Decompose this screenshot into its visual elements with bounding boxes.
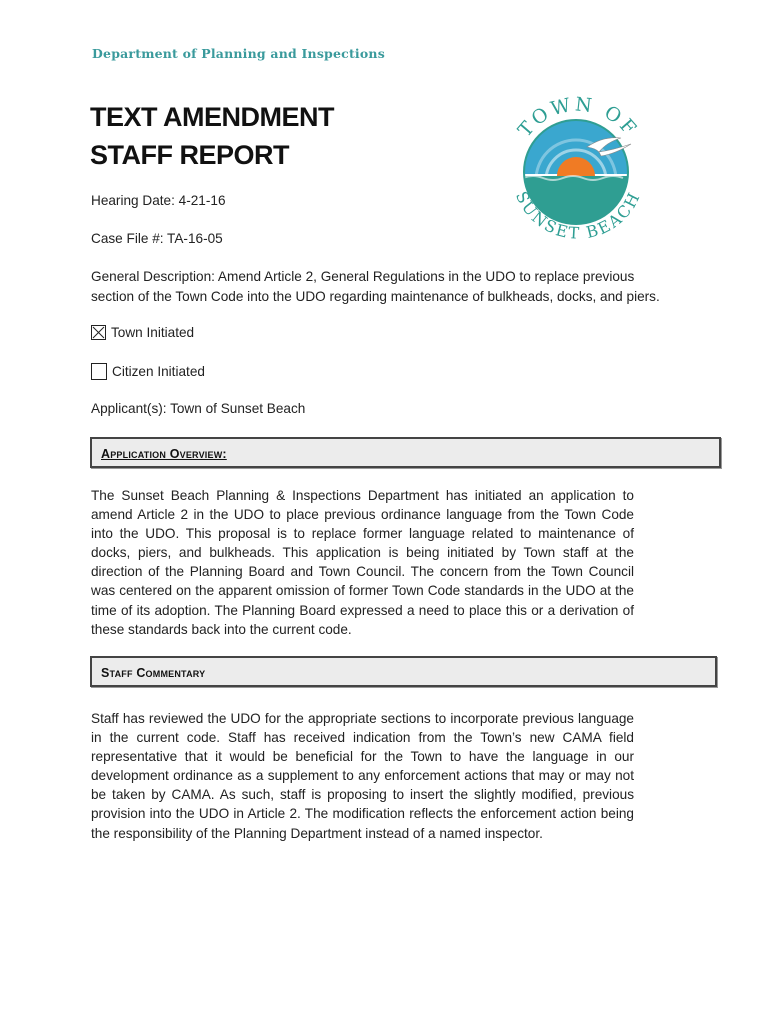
application-overview-heading: Application Overview:	[101, 447, 227, 461]
town-seal-logo	[503, 92, 653, 244]
town-initiated-option[interactable]	[91, 325, 194, 340]
department-header: Department of Planning and Inspections	[92, 46, 385, 61]
staff-commentary-body: Staff has reviewed the UDO for the appropriate sections to incorporate previous language in the current code. Staff has received indication from the Town’s new CAMA field representative that it would be beneficial for the Town to have the language in our development ordinance as a supplement to any enforcement actions that may or may not be taken by CAMA. As such, staff is proposing to insert the slightly modified, previous provision into the UDO in Article 2. The modification reflects the enforcement action being the responsibility of the Planning Department instead of a named inspector.	[91, 711, 634, 841]
citizen-initiated-checkbox[interactable]	[91, 363, 107, 380]
title-line-2: STAFF REPORT	[90, 140, 289, 170]
hearing-date: Hearing Date: 4-21-16	[91, 193, 226, 208]
applicant: Applicant(s): Town of Sunset Beach	[91, 401, 306, 416]
checked-x-icon	[92, 326, 105, 339]
title-line-1: TEXT AMENDMENT	[90, 102, 334, 132]
logo-text-bottom: SUNSET BEACH	[511, 188, 645, 243]
staff-commentary-heading: Staff Commentary	[101, 666, 206, 680]
application-overview-header	[90, 437, 721, 468]
citizen-initiated-option[interactable]	[91, 363, 205, 380]
general-description: General Description: Amend Article 2, General Regulations in the UDO to replace previous section of the Town Code into the UDO regarding maintenance of bulkheads, docks, and piers.	[91, 269, 660, 304]
staff-commentary-header	[90, 656, 717, 687]
application-overview-body: The Sunset Beach Planning & Inspections Department has initiated an application to amend Article 2 in the UDO to place previous ordinance language from the Town Code into the UDO. This proposal is to replace former language related to maintenance of docks, piers, and bulkheads. This application is being initiated by Town staff at the direction of the Planning Board and Town Council. The concern from the Town Council was centered on the apparent omission of former Town Code standards in the UDO at the time of its adoption. The Planning Board expressed a need to place this or a derivation of these standards back into the current code.	[91, 488, 634, 637]
case-file: Case File #: TA-16-05	[91, 231, 223, 246]
town-initiated-label: Town Initiated	[111, 325, 195, 340]
citizen-initiated-label: Citizen Initiated	[112, 364, 205, 379]
page-title	[90, 98, 334, 174]
town-initiated-checkbox[interactable]	[91, 325, 106, 340]
logo-text-top: TOWN OF	[513, 93, 643, 142]
